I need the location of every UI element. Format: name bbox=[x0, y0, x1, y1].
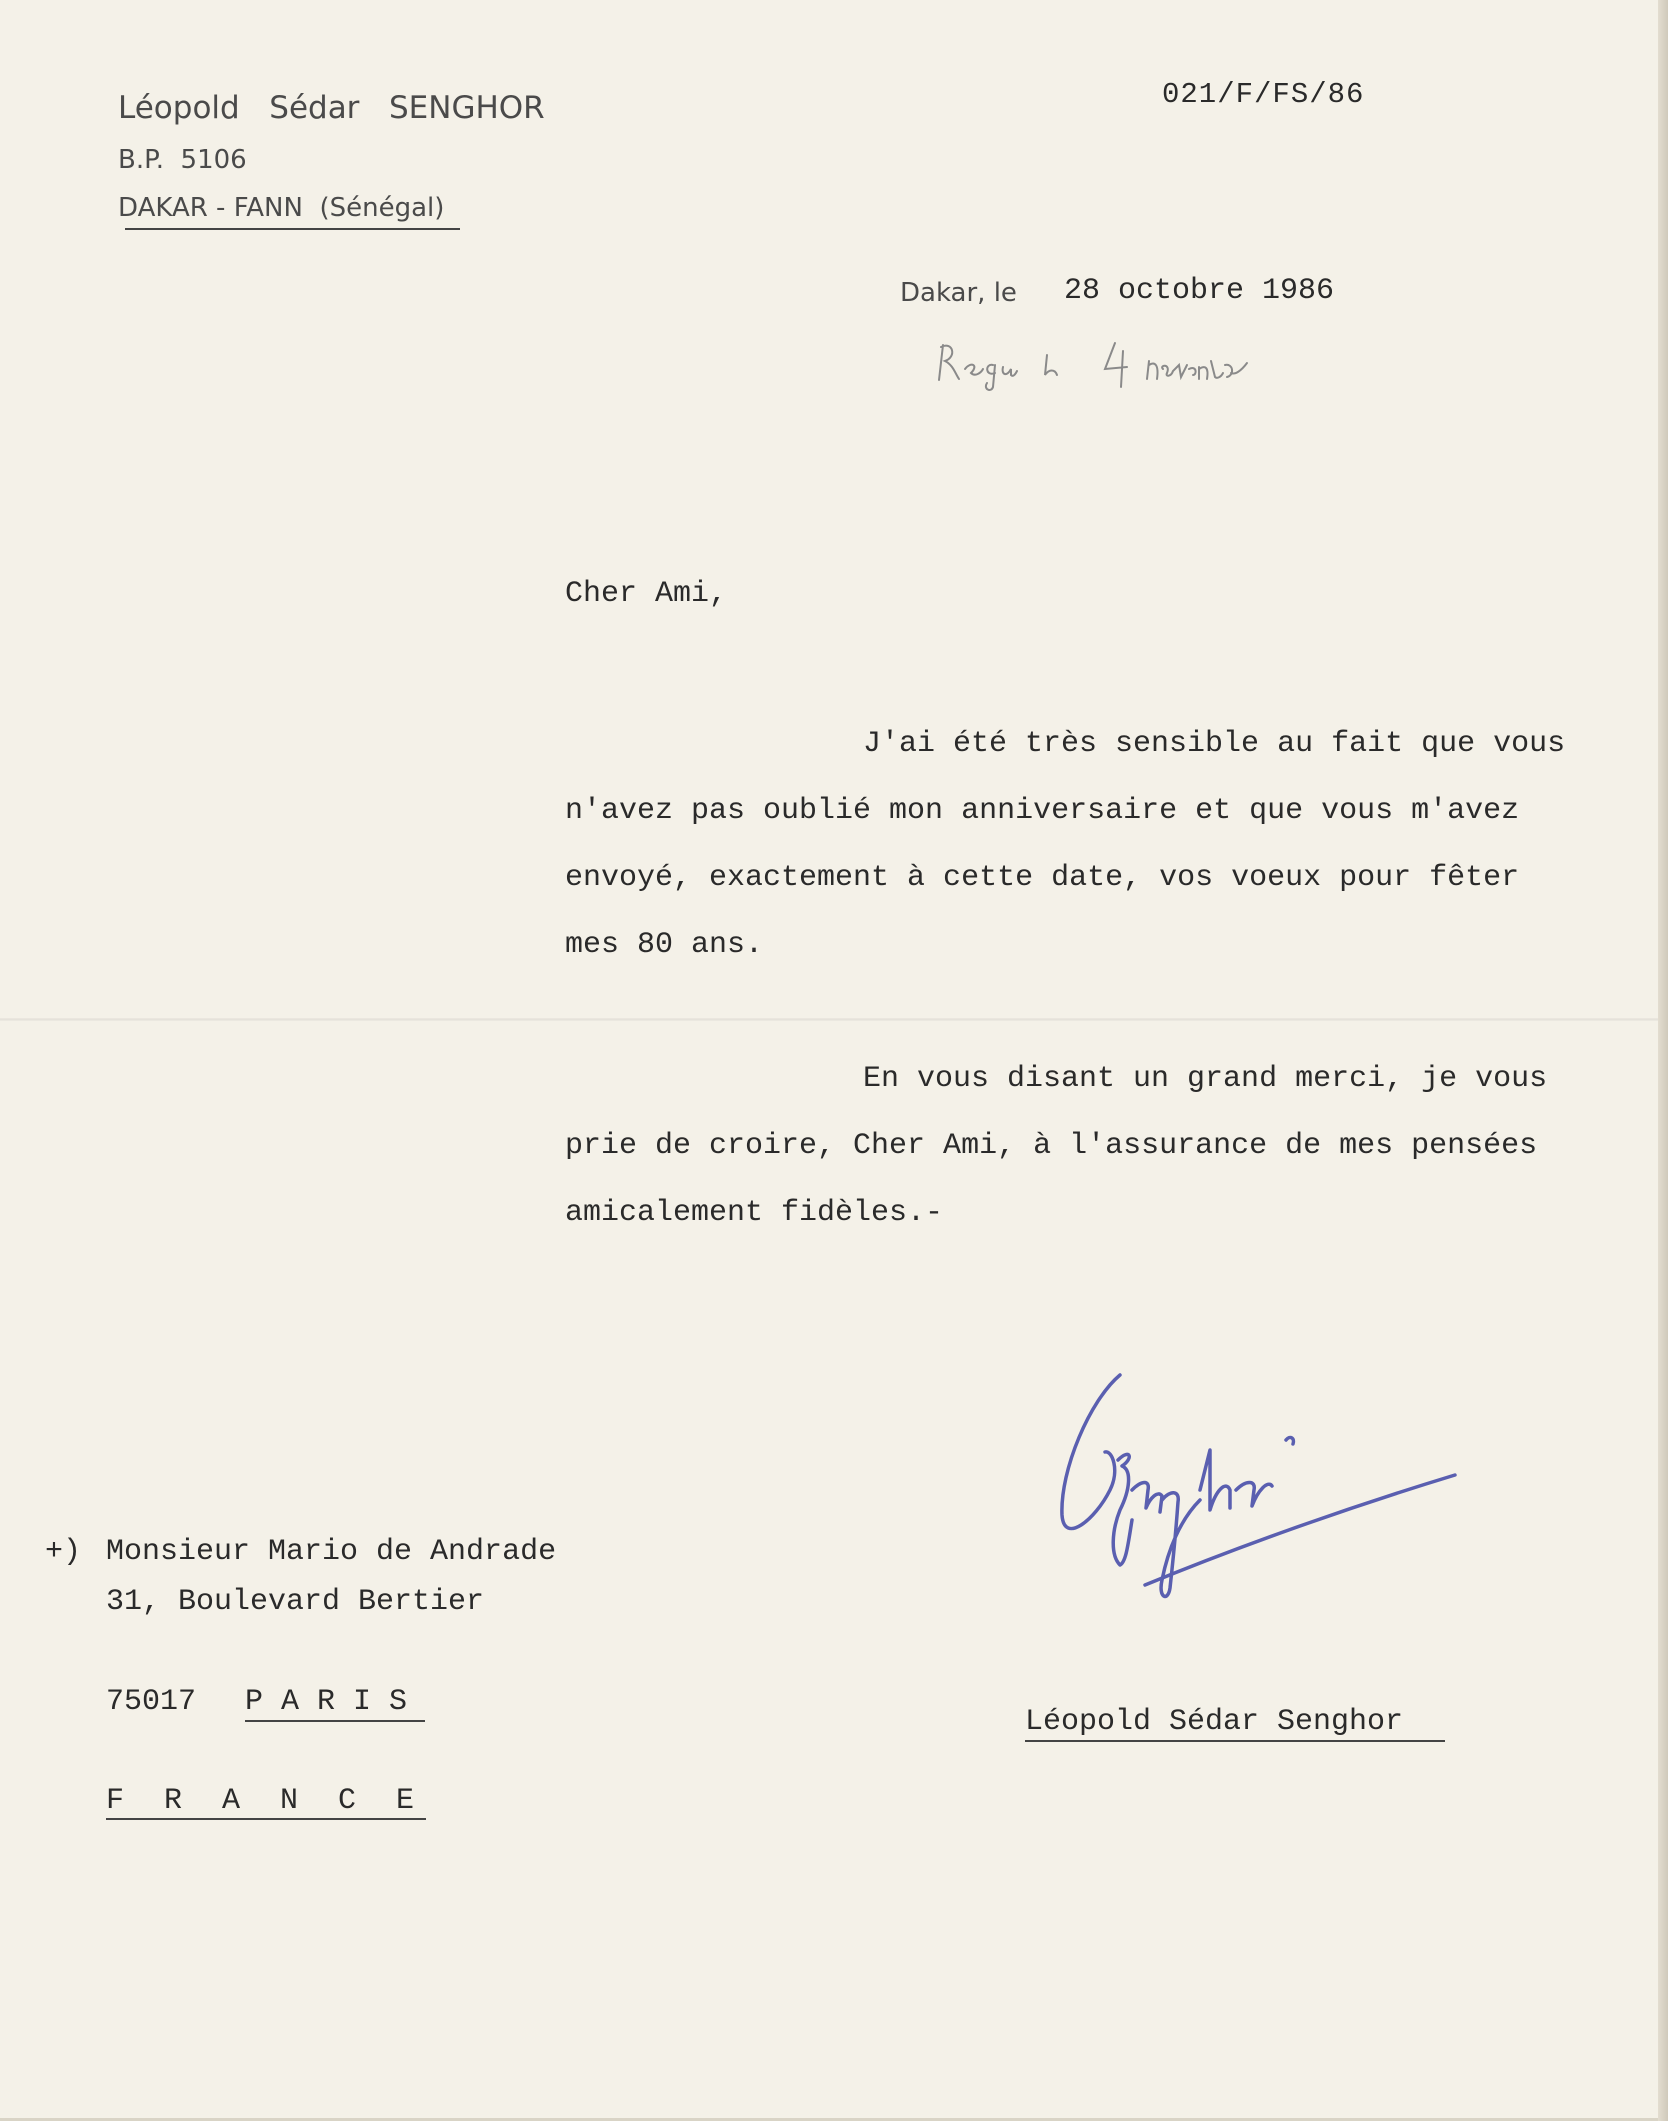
recipient-country: FRANCE bbox=[106, 1784, 455, 1818]
salutation: Cher Ami, bbox=[565, 577, 728, 611]
recipient-country-underline bbox=[106, 1818, 426, 1820]
paragraph-1 bbox=[565, 711, 1645, 979]
paper-fold bbox=[0, 1018, 1658, 1021]
recipient-street: 31, Boulevard Bertier bbox=[106, 1585, 485, 1619]
signature-name: Léopold Sédar Senghor bbox=[1025, 1705, 1404, 1739]
date-prefix: Dakar, le bbox=[900, 278, 1017, 308]
signature-name-underline bbox=[1025, 1740, 1445, 1742]
paragraph-2-line: prie de croire, Cher Ami, à l'assurance de mes pensées bbox=[565, 1129, 1538, 1163]
recipient-name: Monsieur Mario de Andrade bbox=[106, 1535, 557, 1569]
letterhead-po-box: B.P. 5106 bbox=[118, 145, 247, 175]
paragraph-1-line: n'avez pas oublié mon anniversaire et que vous m'avez bbox=[565, 794, 1520, 828]
recipient-city: PARIS bbox=[245, 1685, 426, 1719]
paragraph-2 bbox=[565, 1046, 1645, 1247]
paragraph-1-line: envoyé, exactement à cette date, vos voeux pour fêter bbox=[565, 861, 1520, 895]
paragraph-1-line: mes 80 ans. bbox=[565, 928, 764, 962]
page-edge bbox=[1658, 0, 1668, 2121]
handwritten-signature bbox=[1050, 1340, 1470, 1610]
letterhead-underline bbox=[125, 228, 460, 230]
recipient-postcode: 75017 bbox=[106, 1685, 197, 1719]
reference-number: 021/F/FS/86 bbox=[1162, 78, 1365, 111]
paragraph-2-line: En vous disant un grand merci, je vous bbox=[863, 1062, 1548, 1096]
letterhead-city: DAKAR - FANN (Sénégal) bbox=[118, 193, 445, 223]
recipient-marker: +) bbox=[45, 1535, 82, 1569]
handwritten-received-note bbox=[935, 335, 1275, 395]
letter-date: 28 octobre 1986 bbox=[1064, 274, 1335, 308]
paragraph-1-line: J'ai été très sensible au fait que vous bbox=[863, 727, 1566, 761]
paragraph-2-line: amicalement fidèles.- bbox=[565, 1196, 944, 1230]
recipient-city-underline bbox=[245, 1720, 425, 1722]
letterhead-name: Léopold Sédar SENGHOR bbox=[118, 90, 545, 126]
